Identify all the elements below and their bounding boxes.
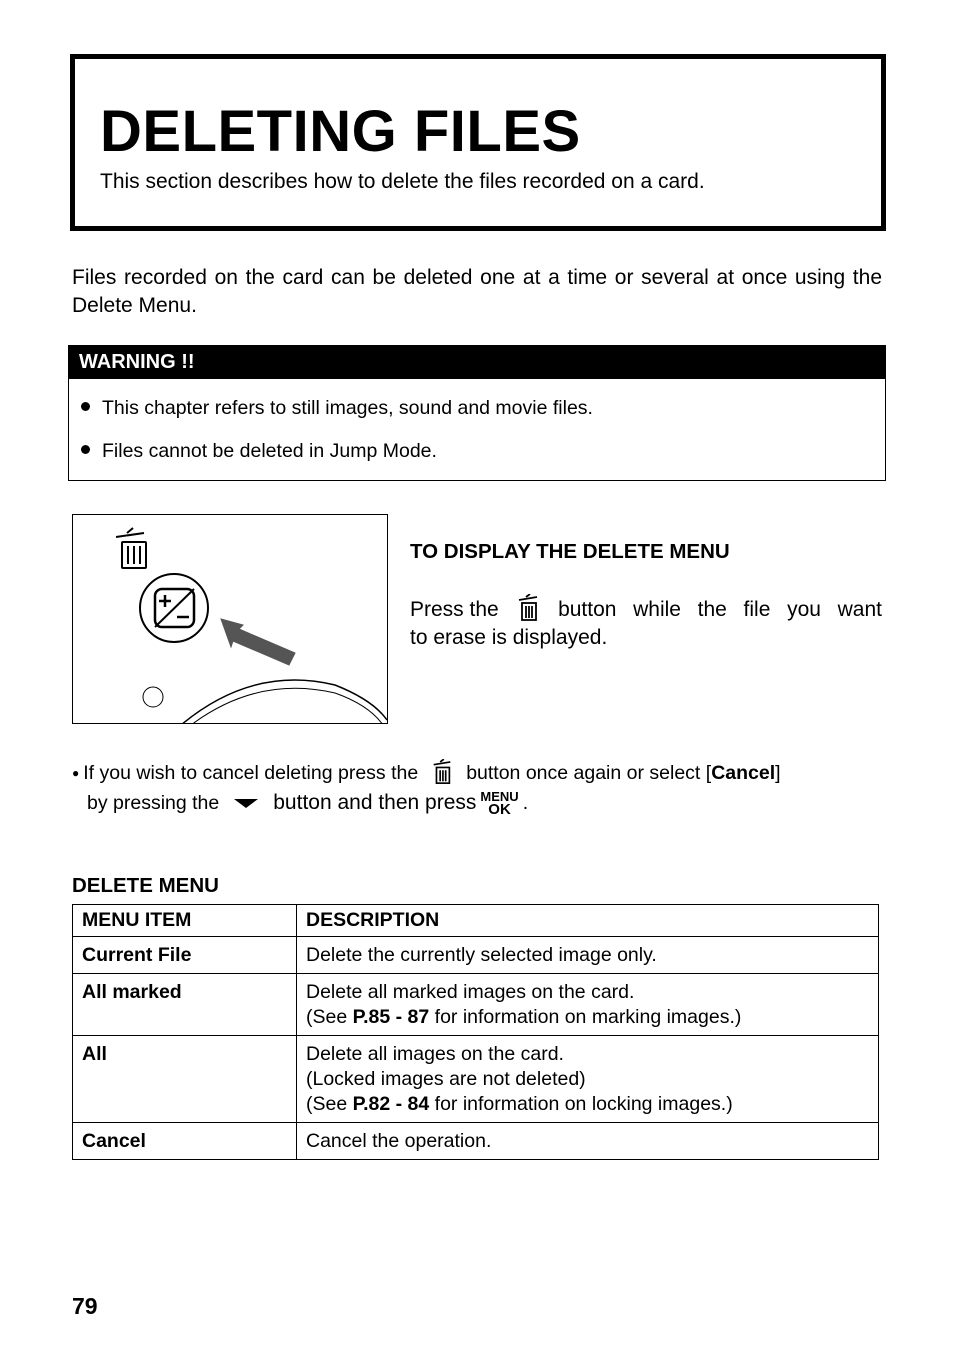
trash-icon [116,528,146,568]
table-row [73,1123,879,1160]
arrow-icon [221,619,295,665]
display-menu-instructions: Press the button while the file you want to erase is displayed. [410,594,882,652]
page-title: DELETING FILES [100,99,581,164]
menu-item-cell: All [73,1036,297,1123]
warning-heading: WARNING !! [69,346,885,379]
table-row [73,937,879,974]
description-cell: Delete all marked images on the card. (See P.85 - 87 for information on marking images.) [297,974,879,1036]
small-button-icon [143,687,163,707]
description-cell: Delete all images on the card. (Locked images are not deleted) (See P.82 - 84 for information on locking images.) [297,1036,879,1123]
dial-icon [181,680,387,723]
bullet-icon [81,402,90,411]
warning-box [68,345,886,481]
table-row [73,1036,879,1123]
camera-back-illustration [73,515,387,723]
column-header: MENU ITEM [73,905,297,937]
page-subtitle: This section describes how to delete the files recorded on a card. [100,170,705,193]
bullet-icon: ● [72,766,80,780]
menu-ok-button-icon: MENU OK [480,789,519,818]
menu-item-cell: Cancel [73,1123,297,1160]
down-arrow-icon [233,797,259,809]
exposure-button-icon [140,574,208,642]
menu-item-cell: All marked [73,974,297,1036]
page-number: 79 [72,1293,98,1319]
display-menu-heading: TO DISPLAY THE DELETE MENU [410,540,730,563]
intro-paragraph: Files recorded on the card can be deleted one at a time or several at once using the Delete Menu. [72,266,882,317]
warning-item: Files cannot be deleted in Jump Mode. [81,439,437,463]
cancel-note: ● If you wish to cancel deleting press the button once again or select [ Cancel ] by pressing the button and then press MENU OK . [72,758,884,818]
menu-item-cell: Current File [73,937,297,974]
column-header: DESCRIPTION [297,905,879,937]
trash-icon [515,594,541,624]
description-cell: Cancel the operation. [297,1123,879,1160]
trash-icon [430,759,454,787]
table-header-row [73,905,879,937]
delete-menu-heading: DELETE MENU [72,874,219,897]
bullet-icon [81,445,90,454]
warning-item: This chapter refers to still images, sound and movie files. [81,396,593,420]
camera-illustration [72,514,388,724]
table-row [73,974,879,1036]
description-cell: Delete the currently selected image only. [297,937,879,974]
delete-menu-table [72,904,879,1160]
